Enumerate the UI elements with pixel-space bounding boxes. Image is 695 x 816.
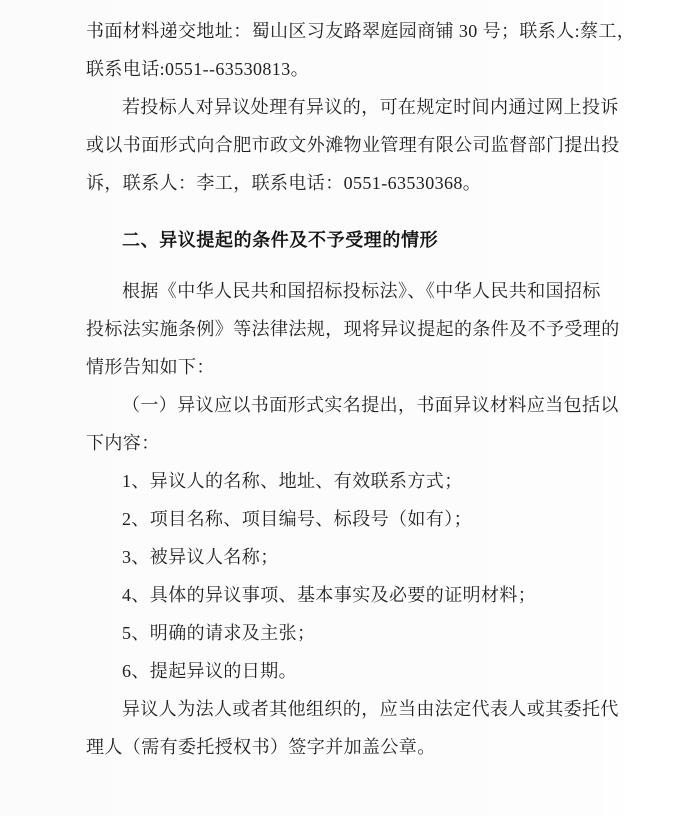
text-line: 4、具体的异议事项、基本事实及必要的证明材料； [122, 585, 537, 605]
text-line: 1、异议人的名称、地址、有效联系方式； [122, 471, 463, 491]
text-line: （一）异议应以书面形式实名提出，书面异议材料应当包括以 [122, 395, 619, 415]
text-line: 或以书面形式向合肥市政文外滩物业管理有限公司监督部门提出投 [86, 135, 620, 155]
list-item-2 [86, 500, 624, 538]
paragraph-legal-basis [86, 272, 624, 386]
text-line: 异议人为法人或者其他组织的，应当由法定代表人或其委托代 [122, 699, 619, 719]
text-line: 3、被异议人名称； [122, 547, 279, 567]
text-line: 书面材料递交地址：蜀山区习友路翠庭园商铺 30 号；联系人:蔡工， [86, 21, 636, 41]
list-item-6 [86, 652, 624, 690]
list-item-3 [86, 538, 624, 576]
list-item-5 [86, 614, 624, 652]
text-line: 理人（需有委托授权书）签字并加盖公章。 [86, 737, 436, 757]
text-line: 下内容： [86, 433, 160, 453]
list-item-4 [86, 576, 624, 614]
text-line: 2、项目名称、项目编号、标段号（如有）； [122, 509, 472, 529]
text-line: 投标法实施条例》等法律法规，现将异议提起的条件及不予受理的 [86, 319, 620, 339]
document-content [86, 12, 636, 766]
text-line: 诉，联系人：李工，联系电话：0551-63530368。 [86, 173, 482, 193]
paragraph-complaint-channel [86, 88, 624, 202]
text-line: 6、提起异议的日期。 [122, 661, 297, 681]
paragraph-legal-person-signature [86, 690, 624, 766]
text-line: 联系电话:0551--63530813。 [86, 59, 309, 79]
text-line: 5、明确的请求及主张； [122, 623, 316, 643]
text-line: 若投标人对异议处理有异议的，可在规定时间内通过网上投诉 [122, 97, 619, 117]
section-heading-objection-conditions: 二、异议提起的条件及不予受理的情形 [122, 230, 439, 250]
list-item-1 [86, 462, 624, 500]
text-line: 情形告知如下： [86, 357, 215, 377]
paragraph-written-form-requirement [86, 386, 624, 462]
paragraph-contact-address [86, 12, 636, 88]
text-line: 根据《中华人民共和国招标投标法》、《中华人民共和国招标 [122, 281, 601, 301]
